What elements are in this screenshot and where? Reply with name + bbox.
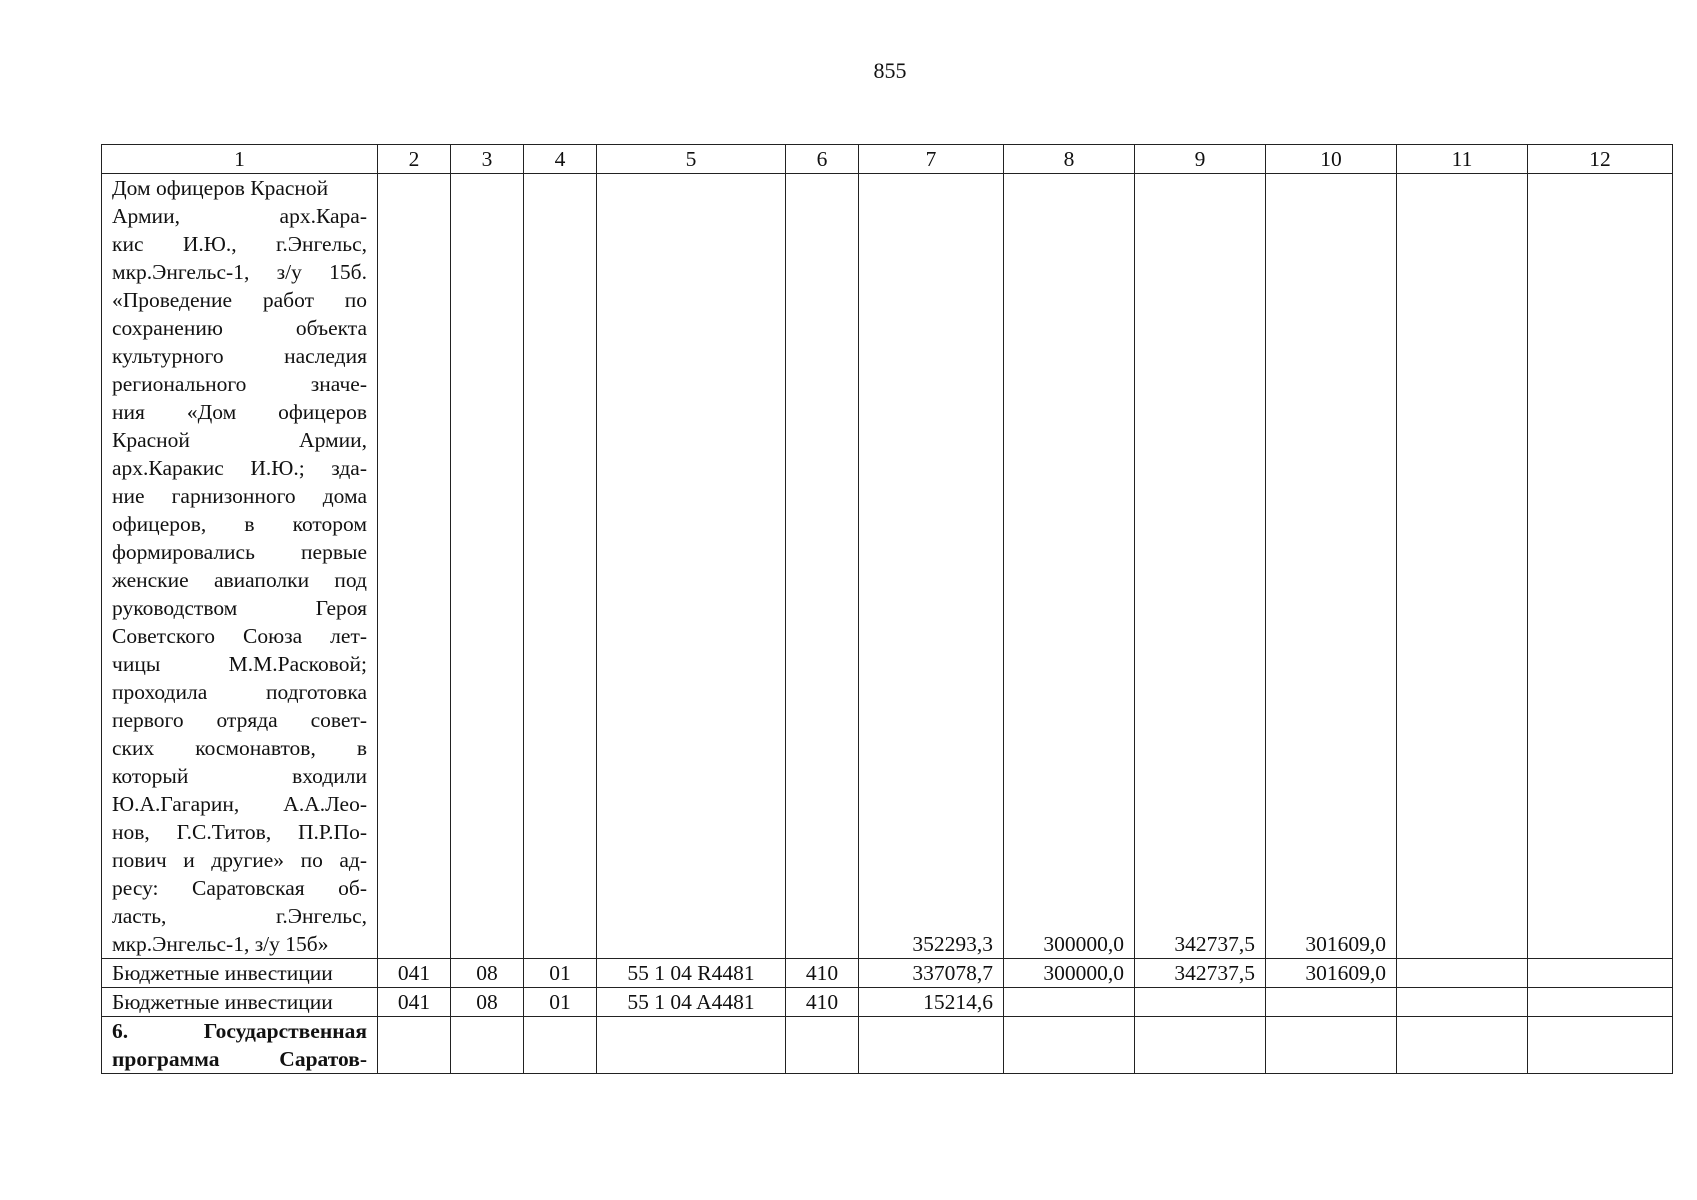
cell-amount-9	[1135, 1017, 1266, 1074]
cell-expense-type: 410	[786, 988, 859, 1017]
cell-amount-10: 301609,0	[1266, 174, 1397, 959]
column-header: 4	[524, 145, 597, 174]
table-row	[102, 959, 1673, 988]
column-header: 7	[859, 145, 1004, 174]
column-header: 8	[1004, 145, 1135, 174]
description-line: пович и другие» по ад-	[112, 848, 367, 872]
cell-amount-8	[1004, 1017, 1135, 1074]
table-row	[102, 1017, 1673, 1074]
cell-subsection	[524, 174, 597, 959]
cell-amount-7: 352293,3	[859, 174, 1004, 959]
cell-amount-12	[1528, 959, 1673, 988]
section-heading	[102, 1017, 378, 1074]
description-line: формировались первые	[112, 540, 367, 564]
cell-amount-8: 300000,0	[1004, 959, 1135, 988]
cell-target-article: 55 1 04 R4481	[597, 959, 786, 988]
cell-amount-11	[1397, 1017, 1528, 1074]
cell-section: 08	[451, 988, 524, 1017]
cell-amount-8: 300000,0	[1004, 174, 1135, 959]
description-line: ласть, г.Энгельс,	[112, 904, 367, 928]
description-line: чицы М.М.Расковой;	[112, 652, 367, 676]
description-line: Красной Армии,	[112, 428, 367, 452]
cell-ministry-code	[378, 174, 451, 959]
cell-amount-8	[1004, 988, 1135, 1017]
cell-amount-7: 15214,6	[859, 988, 1004, 1017]
column-header: 6	[786, 145, 859, 174]
cell-amount-11	[1397, 988, 1528, 1017]
column-header: 12	[1528, 145, 1673, 174]
description-line: мкр.Энгельс-1, з/у 15б.	[112, 260, 367, 284]
description-line: ние гарнизонного дома	[112, 484, 367, 508]
column-header: 10	[1266, 145, 1397, 174]
cell-amount-10: 301609,0	[1266, 959, 1397, 988]
description-line: ния «Дом офицеров	[112, 400, 367, 424]
cell-section	[451, 1017, 524, 1074]
cell-amount-11	[1397, 959, 1528, 988]
description-line: Советского Союза лет-	[112, 624, 367, 648]
cell-amount-10	[1266, 1017, 1397, 1074]
description-line: руководством Героя	[112, 596, 367, 620]
description-line: офицеров, в котором	[112, 512, 367, 536]
cell-expense-type: 410	[786, 959, 859, 988]
cell-subsection: 01	[524, 959, 597, 988]
column-header: 11	[1397, 145, 1528, 174]
cell-subsection: 01	[524, 988, 597, 1017]
column-header: 1	[102, 145, 378, 174]
cell-ministry-code: 041	[378, 988, 451, 1017]
cell-amount-7	[859, 1017, 1004, 1074]
cell-expense-type	[786, 174, 859, 959]
cell-ministry-code	[378, 1017, 451, 1074]
column-header: 3	[451, 145, 524, 174]
description-line: который входили	[112, 764, 367, 788]
description-line: женские авиаполки под	[112, 568, 367, 592]
column-header: 2	[378, 145, 451, 174]
description-line: Ю.А.Гагарин, А.А.Лео-	[112, 792, 367, 816]
description-line: первого отряда совет-	[112, 708, 367, 732]
description-line: 6. Государственная	[112, 1019, 367, 1043]
column-header: 9	[1135, 145, 1266, 174]
cell-amount-9: 342737,5	[1135, 174, 1266, 959]
cell-target-article	[597, 1017, 786, 1074]
page-number: 855	[873, 58, 907, 83]
cell-target-article	[597, 174, 786, 959]
description-line: кис И.Ю., г.Энгельс,	[112, 232, 367, 256]
description-line: культурного наследия	[112, 344, 367, 368]
row-description	[102, 174, 378, 959]
cell-amount-10	[1266, 988, 1397, 1017]
cell-section	[451, 174, 524, 959]
description-line: ских космонавтов, в	[112, 736, 367, 760]
description-line: мкр.Энгельс-1, з/у 15б»	[112, 932, 329, 956]
cell-amount-9: 342737,5	[1135, 959, 1266, 988]
description-line: Дом офицеров Красной	[112, 176, 329, 200]
cell-amount-11	[1397, 174, 1528, 959]
description-line: арх.Каракис И.Ю.; зда-	[112, 456, 367, 480]
table-row	[102, 988, 1673, 1017]
row-description: Бюджетные инвестиции	[102, 988, 378, 1017]
table-row	[102, 174, 1673, 959]
description-line: ресу: Саратовская об-	[112, 876, 367, 900]
description-line: нов, Г.С.Титов, П.Р.По-	[112, 820, 367, 844]
row-description: Бюджетные инвестиции	[102, 959, 378, 988]
table-header-row	[102, 145, 1673, 174]
column-header: 5	[597, 145, 786, 174]
cell-amount-12	[1528, 988, 1673, 1017]
cell-target-article: 55 1 04 A4481	[597, 988, 786, 1017]
description-line: программа Саратов-	[112, 1047, 367, 1071]
cell-amount-12	[1528, 174, 1673, 959]
description-line: сохранению объекта	[112, 316, 367, 340]
description-line: «Проведение работ по	[112, 288, 367, 312]
cell-amount-9	[1135, 988, 1266, 1017]
cell-amount-7: 337078,7	[859, 959, 1004, 988]
cell-ministry-code: 041	[378, 959, 451, 988]
cell-section: 08	[451, 959, 524, 988]
cell-amount-12	[1528, 1017, 1673, 1074]
cell-subsection	[524, 1017, 597, 1074]
cell-expense-type	[786, 1017, 859, 1074]
description-line: Армии, арх.Кара-	[112, 204, 367, 228]
description-line: проходила подготовка	[112, 680, 367, 704]
budget-table	[101, 144, 1673, 1074]
description-line: регионального значе-	[112, 372, 367, 396]
